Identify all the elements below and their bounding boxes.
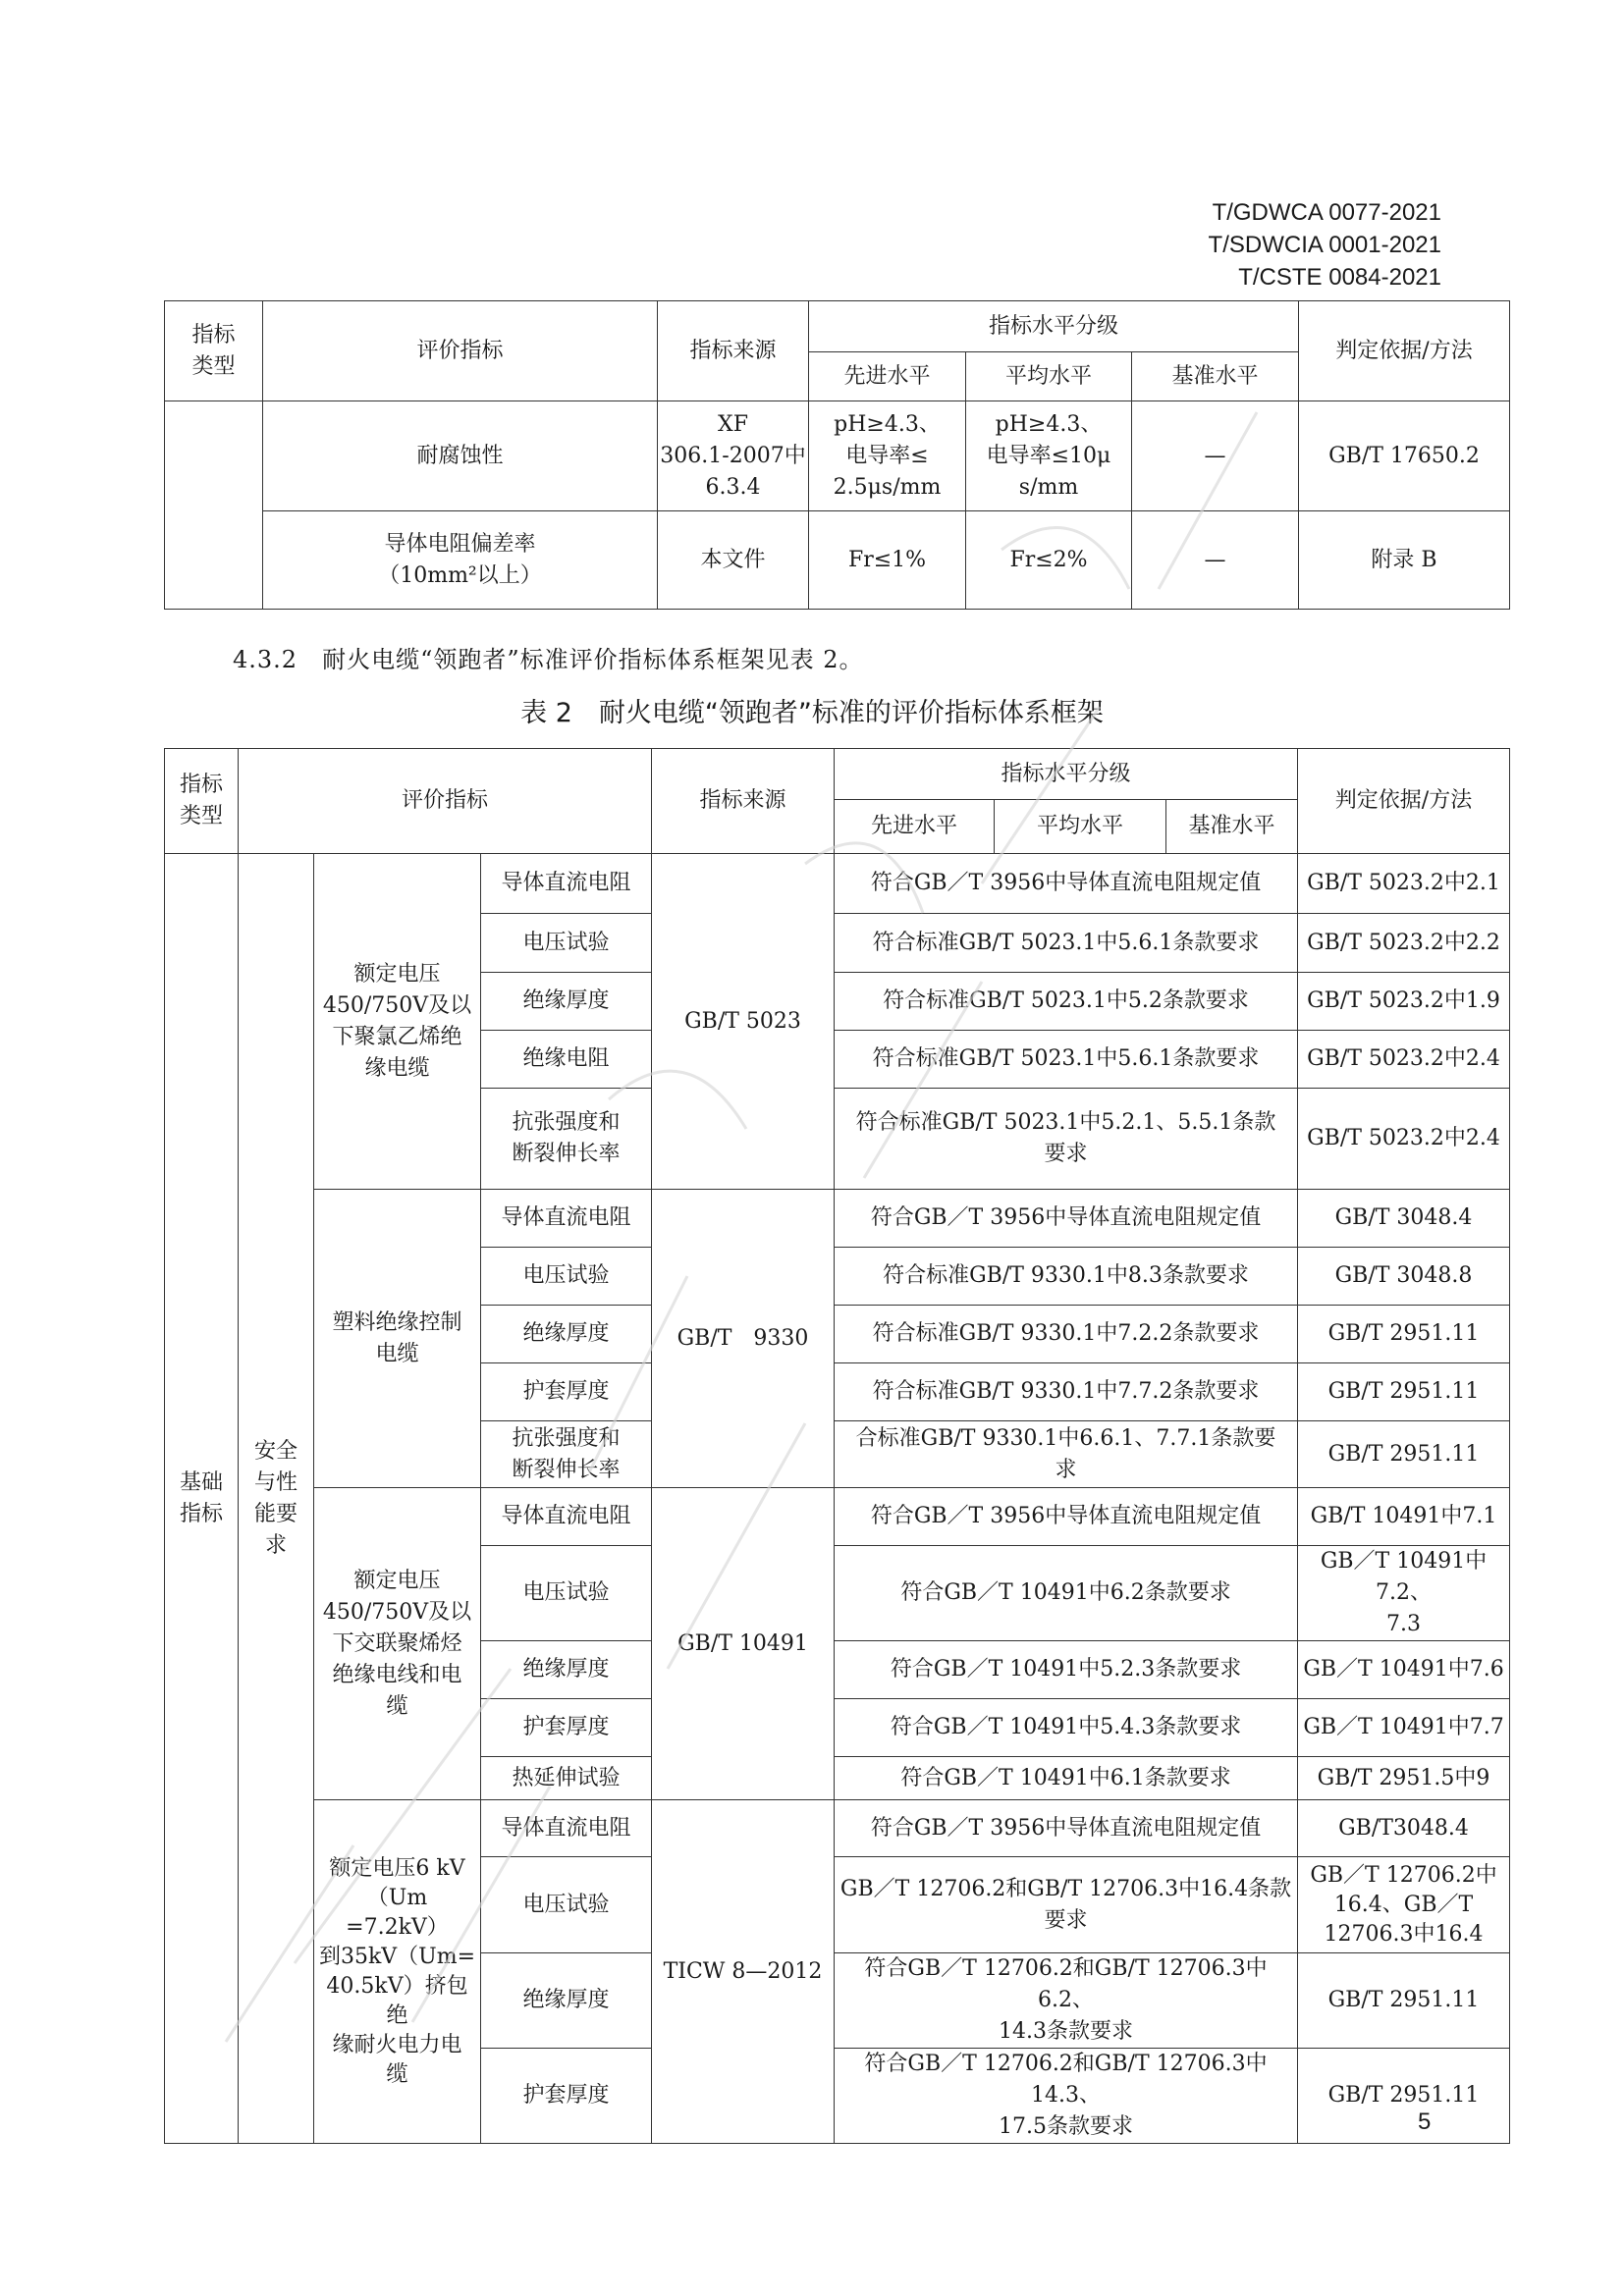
- item-cell: 绝缘厚度: [481, 973, 652, 1031]
- advanced-cell: pH≥4.3、 电导率≤ 2.5μs/mm: [809, 401, 966, 511]
- method-cell: 附录 B: [1299, 511, 1510, 610]
- item-cell: 电压试验: [481, 1857, 652, 1953]
- method-cell: GB／T 10491中7.7: [1298, 1699, 1510, 1757]
- method-cell: GB/T 2951.11: [1298, 1421, 1510, 1488]
- method-cell: GB／T 12706.2中 16.4、GB／T 12706.3中16.4: [1298, 1857, 1510, 1953]
- header-indicator-type: 指标 类型: [165, 301, 263, 401]
- requirement-cell: 符合GB／T 10491中6.2条款要求: [835, 1546, 1298, 1641]
- header-average: 平均水平: [995, 800, 1166, 854]
- product-cell: 额定电压6 kV （Um =7.2kV） 到35kV（Um= 40.5kV）挤包绝 缘耐火电力电 缆: [314, 1800, 481, 2144]
- method-cell: GB/T 10491中7.1: [1298, 1488, 1510, 1546]
- requirement-cell: 符合GB／T 3956中导体直流电阻规定值: [835, 854, 1298, 914]
- section-paragraph: 4.3.2 耐火电缆“领跑者”标准评价指标体系框架见表 2。: [233, 646, 864, 673]
- header-source: 指标来源: [652, 749, 835, 854]
- requirement-cell: 符合GB／T 12706.2和GB/T 12706.3中6.2、 14.3条款要求: [835, 1953, 1298, 2049]
- header-baseline: 基准水平: [1132, 352, 1299, 401]
- item-cell: 导体直流电阻: [481, 1488, 652, 1546]
- method-cell: GB/T 5023.2中2.4: [1298, 1031, 1510, 1089]
- product-cell: 额定电压 450/750V及以 下交联聚烯烃 绝缘电线和电 缆: [314, 1488, 481, 1800]
- method-cell: GB/T 2951.5中9: [1298, 1757, 1510, 1800]
- standard-code-line: T/GDWCA 0077-2021: [1212, 199, 1441, 226]
- product-cell: 塑料绝缘控制 电缆: [314, 1190, 481, 1488]
- source-cell: TICW 8—2012: [652, 1800, 835, 2144]
- source-cell: XF 306.1-2007中 6.3.4: [658, 401, 809, 511]
- header-advanced: 先进水平: [835, 800, 995, 854]
- requirement-cell: 合标准GB/T 9330.1中6.6.1、7.7.1条款要 求: [835, 1421, 1298, 1488]
- header-indicator: 评价指标: [239, 749, 652, 854]
- category-cell: 安全 与性 能要 求: [239, 854, 314, 2144]
- method-cell: GB/T 2951.11: [1298, 1306, 1510, 1363]
- item-cell: 导体直流电阻: [481, 1190, 652, 1248]
- requirement-cell: 符合标准GB/T 9330.1中7.7.2条款要求: [835, 1363, 1298, 1421]
- item-cell: 绝缘厚度: [481, 1306, 652, 1363]
- requirement-cell: 符合标准GB/T 5023.1中5.6.1条款要求: [835, 1031, 1298, 1089]
- requirement-cell: 符合标准GB/T 5023.1中5.2条款要求: [835, 973, 1298, 1031]
- standard-code-line: T/SDWCIA 0001-2021: [1208, 232, 1441, 258]
- method-cell: GB/T 2951.11: [1298, 1363, 1510, 1421]
- item-cell: 导体直流电阻: [481, 854, 652, 914]
- requirement-cell: GB／T 12706.2和GB/T 12706.3中16.4条款 要求: [835, 1857, 1298, 1953]
- empty-type-cell: [165, 401, 263, 610]
- advanced-cell: Fr≤1%: [809, 511, 966, 610]
- page-number: 5: [1418, 2109, 1432, 2135]
- source-cell: GB/T 9330: [652, 1190, 835, 1488]
- requirement-cell: 符合标准GB/T 5023.1中5.6.1条款要求: [835, 914, 1298, 973]
- header-indicator: 评价指标: [263, 301, 658, 401]
- requirement-cell: 符合GB／T 3956中导体直流电阻规定值: [835, 1800, 1298, 1857]
- method-cell: GB／T 10491中7.6: [1298, 1641, 1510, 1699]
- indicator-table-continued: [164, 300, 1510, 610]
- requirement-cell: 符合GB／T 3956中导体直流电阻规定值: [835, 1190, 1298, 1248]
- method-cell: GB/T 2951.11: [1298, 2049, 1510, 2144]
- item-cell: 抗张强度和 断裂伸长率: [481, 1089, 652, 1190]
- source-cell: GB/T 10491: [652, 1488, 835, 1800]
- item-cell: 导体直流电阻: [481, 1800, 652, 1857]
- source-cell: 本文件: [658, 511, 809, 610]
- header-average: 平均水平: [966, 352, 1132, 401]
- method-cell: GB/T 3048.8: [1298, 1248, 1510, 1306]
- method-cell: GB/T 2951.11: [1298, 1953, 1510, 2049]
- item-cell: 电压试验: [481, 1546, 652, 1641]
- method-cell: GB/T 5023.2中2.4: [1298, 1089, 1510, 1190]
- header-level-group: 指标水平分级: [835, 749, 1298, 800]
- indicator-cell: 导体电阻偏差率 （10mm²以上）: [263, 511, 658, 610]
- source-cell: GB/T 5023: [652, 854, 835, 1190]
- header-baseline: 基准水平: [1166, 800, 1298, 854]
- method-cell: GB/T 3048.4: [1298, 1190, 1510, 1248]
- header-advanced: 先进水平: [809, 352, 966, 401]
- indicator-framework-table: [164, 748, 1510, 2144]
- standard-code-line: T/CSTE 0084-2021: [1238, 264, 1441, 291]
- item-cell: 电压试验: [481, 914, 652, 973]
- item-cell: 绝缘电阻: [481, 1031, 652, 1089]
- requirement-cell: 符合GB／T 12706.2和GB/T 12706.3中14.3、 17.5条款要求: [835, 2049, 1298, 2144]
- method-cell: GB/T 5023.2中2.2: [1298, 914, 1510, 973]
- requirement-cell: 符合标准GB/T 9330.1中7.2.2条款要求: [835, 1306, 1298, 1363]
- requirement-cell: 符合GB／T 10491中6.1条款要求: [835, 1757, 1298, 1800]
- header-source: 指标来源: [658, 301, 809, 401]
- table-caption: 表 2 耐火电缆“领跑者”标准的评价指标体系框架: [520, 698, 1104, 728]
- header-method: 判定依据/方法: [1298, 749, 1510, 854]
- method-cell: GB/T 5023.2中2.1: [1298, 854, 1510, 914]
- method-cell: GB／T 10491中7.2、 7.3: [1298, 1546, 1510, 1641]
- requirement-cell: 符合GB／T 10491中5.2.3条款要求: [835, 1641, 1298, 1699]
- method-cell: GB/T 5023.2中1.9: [1298, 973, 1510, 1031]
- standard-codes-header: [1209, 196, 1441, 294]
- requirement-cell: 符合GB／T 3956中导体直流电阻规定值: [835, 1488, 1298, 1546]
- item-cell: 电压试验: [481, 1248, 652, 1306]
- item-cell: 护套厚度: [481, 2049, 652, 2144]
- header-indicator-type: 指标 类型: [165, 749, 239, 854]
- requirement-cell: 符合标准GB/T 5023.1中5.2.1、5.5.1条款 要求: [835, 1089, 1298, 1190]
- indicator-type-cell: 基础 指标: [165, 854, 239, 2144]
- header-method: 判定依据/方法: [1299, 301, 1510, 401]
- requirement-cell: 符合GB／T 10491中5.4.3条款要求: [835, 1699, 1298, 1757]
- baseline-cell: —: [1132, 401, 1299, 511]
- method-cell: GB/T 17650.2: [1299, 401, 1510, 511]
- baseline-cell: —: [1132, 511, 1299, 610]
- requirement-cell: 符合标准GB/T 9330.1中8.3条款要求: [835, 1248, 1298, 1306]
- average-cell: pH≥4.3、 电导率≤10μ s/mm: [966, 401, 1132, 511]
- item-cell: 抗张强度和 断裂伸长率: [481, 1421, 652, 1488]
- method-cell: GB/T3048.4: [1298, 1800, 1510, 1857]
- item-cell: 绝缘厚度: [481, 1953, 652, 2049]
- item-cell: 护套厚度: [481, 1699, 652, 1757]
- item-cell: 热延伸试验: [481, 1757, 652, 1800]
- product-cell: 额定电压 450/750V及以 下聚氯乙烯绝 缘电缆: [314, 854, 481, 1190]
- item-cell: 绝缘厚度: [481, 1641, 652, 1699]
- header-level-group: 指标水平分级: [809, 301, 1299, 352]
- item-cell: 护套厚度: [481, 1363, 652, 1421]
- indicator-cell: 耐腐蚀性: [263, 401, 658, 511]
- average-cell: Fr≤2%: [966, 511, 1132, 610]
